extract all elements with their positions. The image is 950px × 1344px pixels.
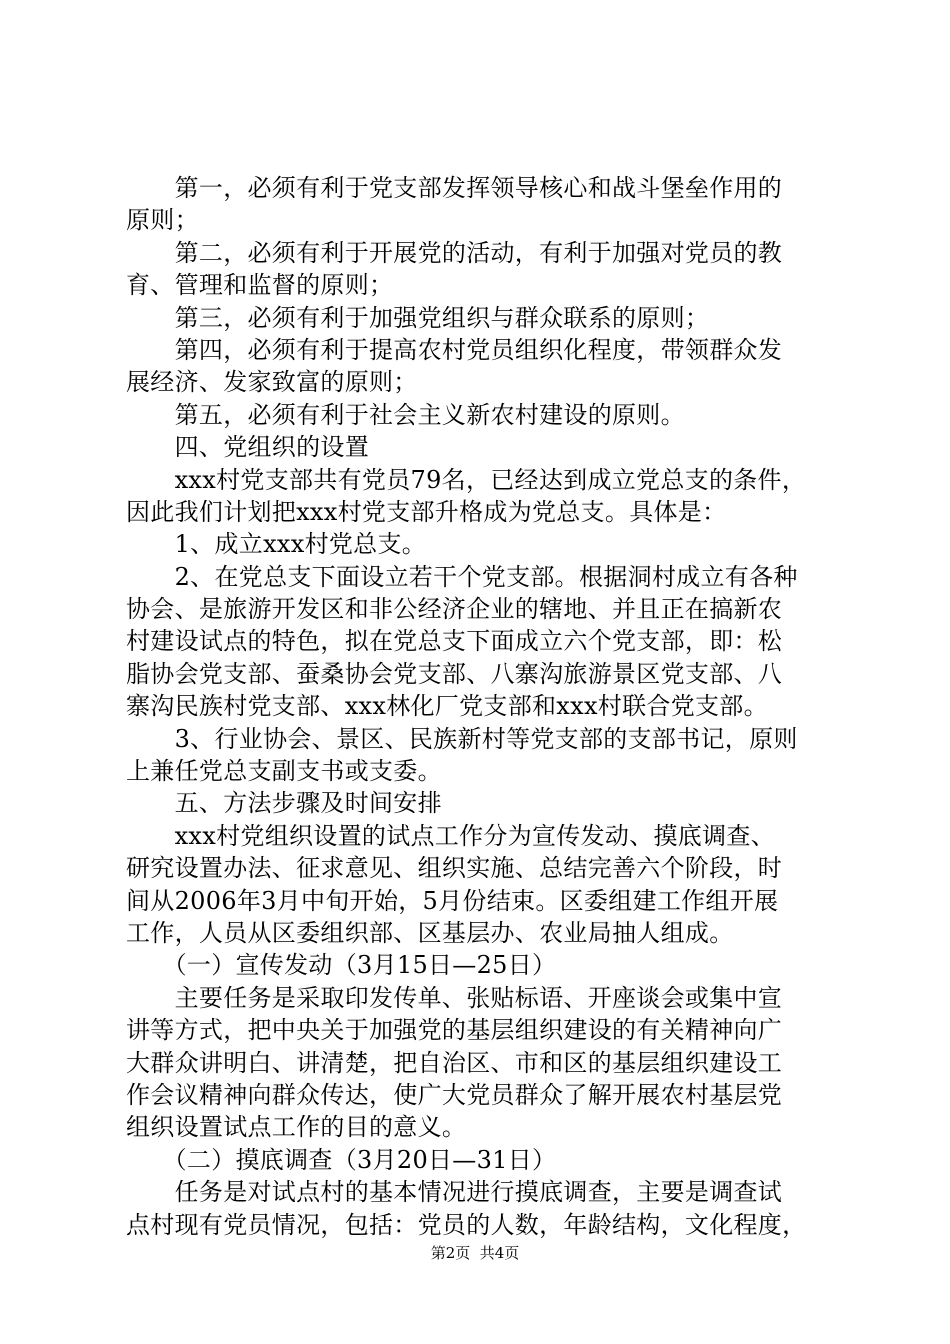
text-line: 工作，人员从区委组织部、区基层办、农业局抽人组成。 bbox=[126, 918, 734, 947]
text-line: 间从2006年3月中旬开始，5月份结束。区委组建工作组开展 bbox=[126, 886, 779, 915]
text-line: 大群众讲明白、讲清楚，把自治区、市和区的基层组织建设工 bbox=[126, 1048, 783, 1077]
text-line: 第一，必须有利于党支部发挥领导核心和战斗堡垒作用的 bbox=[126, 174, 783, 202]
text-line: 第二，必须有利于开展党的活动，有利于加强对党员的教 bbox=[126, 238, 783, 267]
page-number-footer: 第2页 共4页 bbox=[430, 1244, 520, 1262]
text-line: 上兼任党总支副支书或支委。 bbox=[126, 757, 442, 786]
text-line: 3、行业协会、景区、民族新村等党支部的支部书记，原则 bbox=[126, 724, 798, 753]
text-line: 育、管理和监督的原则； bbox=[126, 271, 394, 300]
section-heading: 五、方法步骤及时间安排 bbox=[126, 789, 442, 818]
text-line: xxx村党支部共有党员79名，已经达到成立党总支的条件， bbox=[126, 465, 807, 494]
text-line: 第四，必须有利于提高农村党员组织化程度，带领群众发 bbox=[126, 335, 783, 364]
text-line: 研究设置办法、征求意见、组织实施、总结完善六个阶段，时 bbox=[126, 854, 783, 883]
text-line: 展经济、发家致富的原则； bbox=[126, 368, 418, 397]
text-line: 因此我们计划把xxx村党支部升格成为党总支。具体是： bbox=[126, 497, 727, 526]
text-line: 第五，必须有利于社会主义新农村建设的原则。 bbox=[126, 400, 685, 429]
text-line: 点村现有党员情况，包括：党员的人数，年龄结构，文化程度， bbox=[126, 1210, 807, 1239]
text-line: 村建设试点的特色，拟在党总支下面成立六个党支部，即：松 bbox=[126, 627, 783, 656]
text-line: 寨沟民族村党支部、xxx林化厂党支部和xxx村联合党支部。 bbox=[126, 692, 768, 721]
text-line: 第三，必须有利于加强党组织与群众联系的原则； bbox=[126, 303, 710, 332]
subsection-heading: （二）摸底调查（3月20日—31日） bbox=[126, 1145, 557, 1174]
text-line: xxx村党组织设置的试点工作分为宣传发动、摸底调查、 bbox=[126, 821, 776, 850]
text-line: 2、在党总支下面设立若干个党支部。根据洞村成立有各种 bbox=[126, 562, 798, 591]
subsection-heading: （一）宣传发动（3月15日—25日） bbox=[126, 951, 557, 980]
text-line: 任务是对试点村的基本情况进行摸底调查，主要是调查试 bbox=[126, 1178, 783, 1207]
section-heading: 四、党组织的设置 bbox=[126, 433, 369, 462]
text-line: 脂协会党支部、蚕桑协会党支部、八寨沟旅游景区党支部、八 bbox=[126, 659, 783, 688]
text-line: 原则； bbox=[126, 206, 199, 235]
text-line: 组织设置试点工作的目的意义。 bbox=[126, 1113, 467, 1142]
text-line: 作会议精神向群众传达，使广大党员群众了解开展农村基层党 bbox=[126, 1080, 783, 1109]
text-line: 1、成立xxx村党总支。 bbox=[126, 530, 427, 559]
text-line: 协会、是旅游开发区和非公经济企业的辖地、并且正在搞新农 bbox=[126, 595, 783, 624]
text-line: 讲等方式，把中央关于加强党的基层组织建设的有关精神向广 bbox=[126, 1016, 783, 1045]
text-line: 主要任务是采取印发传单、张贴标语、开座谈会或集中宣 bbox=[126, 983, 783, 1012]
document-body bbox=[126, 172, 838, 1241]
